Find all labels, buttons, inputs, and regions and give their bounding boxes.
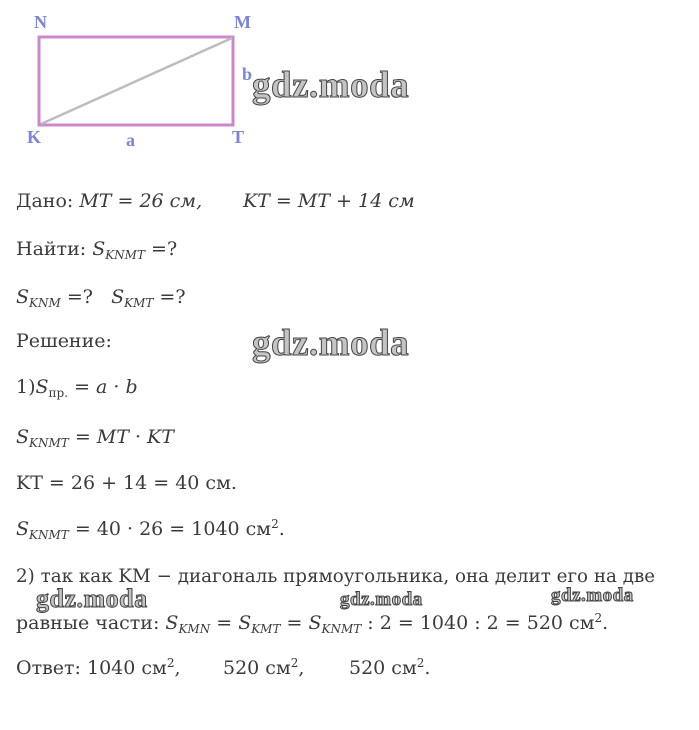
step1b-line <box>16 425 174 449</box>
step1b-sub: KNMT <box>29 436 69 450</box>
given-line <box>16 189 202 213</box>
answer-3-group <box>349 656 430 680</box>
step2b-end: . <box>602 612 609 634</box>
step1d-end: . <box>278 518 285 540</box>
step1c-line: KT = 26 + 14 = 40 см. <box>16 472 237 494</box>
find-tail: =? <box>144 238 178 260</box>
vertex-t-label: T <box>232 127 245 147</box>
find2-tail1: =? <box>60 286 93 308</box>
step1-sub: пр. <box>48 386 69 400</box>
step2b-mid1: = S <box>210 612 252 634</box>
watermark: gdz.moda <box>340 589 423 610</box>
step2b-s1: S <box>165 612 179 634</box>
answer-2-sup: 2 <box>290 656 299 670</box>
answer-label: Ответ: <box>16 657 81 679</box>
step1d-sup: 2 <box>271 517 279 531</box>
step1d-s: S <box>16 518 30 540</box>
given-kt: KT = MT + 14 см <box>243 190 415 212</box>
step2b-sub2: KMT <box>251 622 281 636</box>
step1-tail: = a · b <box>68 376 138 398</box>
find2-line <box>16 285 186 309</box>
answer-line <box>16 656 181 680</box>
solution-label: Решение: <box>16 330 112 352</box>
watermark: gdz.moda <box>252 65 410 106</box>
step1b-s: S <box>16 426 30 448</box>
answer-2: 520 см <box>223 657 291 679</box>
answer-2-group <box>223 656 304 680</box>
step2b-sup: 2 <box>594 611 603 625</box>
step1d-line <box>16 517 285 541</box>
step1-line <box>16 375 138 399</box>
answer-1: 1040 см <box>87 657 167 679</box>
step1d-sub: KNMT <box>29 528 69 542</box>
step2b-text: равные части: <box>16 612 166 634</box>
find2-s1: S <box>16 286 30 308</box>
step1d-tail: = 40 · 26 = 1040 см <box>68 518 272 540</box>
answer-1-end: , <box>174 657 181 679</box>
watermark: gdz.moda <box>551 585 634 606</box>
diagonal-km <box>41 38 232 124</box>
step2b-sub3: KNMT <box>321 622 362 636</box>
find-sub: KNMT <box>105 248 145 262</box>
step1-prefix: 1) <box>16 376 36 398</box>
answer-3-end: . <box>424 657 431 679</box>
watermark: gdz.moda <box>252 323 410 364</box>
step1-s: S <box>35 376 49 398</box>
answer-3: 520 см <box>349 657 417 679</box>
side-b-label: b <box>242 64 253 84</box>
vertex-k-label: K <box>27 127 42 147</box>
given-mt: MT = 26 см, <box>79 190 203 212</box>
step1b-tail: = MT · KT <box>68 426 174 448</box>
side-a-label: a <box>126 130 135 150</box>
step2b-sub1: KMN <box>178 622 211 636</box>
step2b-mid2: = S <box>280 612 322 634</box>
step2b-tail: : 2 = 1040 : 2 = 520 см <box>361 612 595 634</box>
find-label: Найти: <box>16 238 87 260</box>
find2-s2: S <box>111 286 125 308</box>
given-label: Дано: <box>16 190 74 212</box>
find2-sub1: KNM <box>29 296 61 310</box>
find2-sub2: KMT <box>124 296 154 310</box>
answer-1-sup: 2 <box>166 656 175 670</box>
vertex-m-label: M <box>234 12 251 32</box>
vertex-n-label: N <box>34 12 47 32</box>
step2-line: 2) так как KM − диагональ прямоугольника, она делит его на две <box>16 566 656 587</box>
answer-2-end: , <box>298 657 305 679</box>
find-s: S <box>92 238 106 260</box>
watermark: gdz.moda <box>36 584 148 613</box>
find-line <box>16 237 177 261</box>
find2-tail2: =? <box>153 286 186 308</box>
step2b-line <box>16 611 608 635</box>
answer-3-sup: 2 <box>416 656 425 670</box>
